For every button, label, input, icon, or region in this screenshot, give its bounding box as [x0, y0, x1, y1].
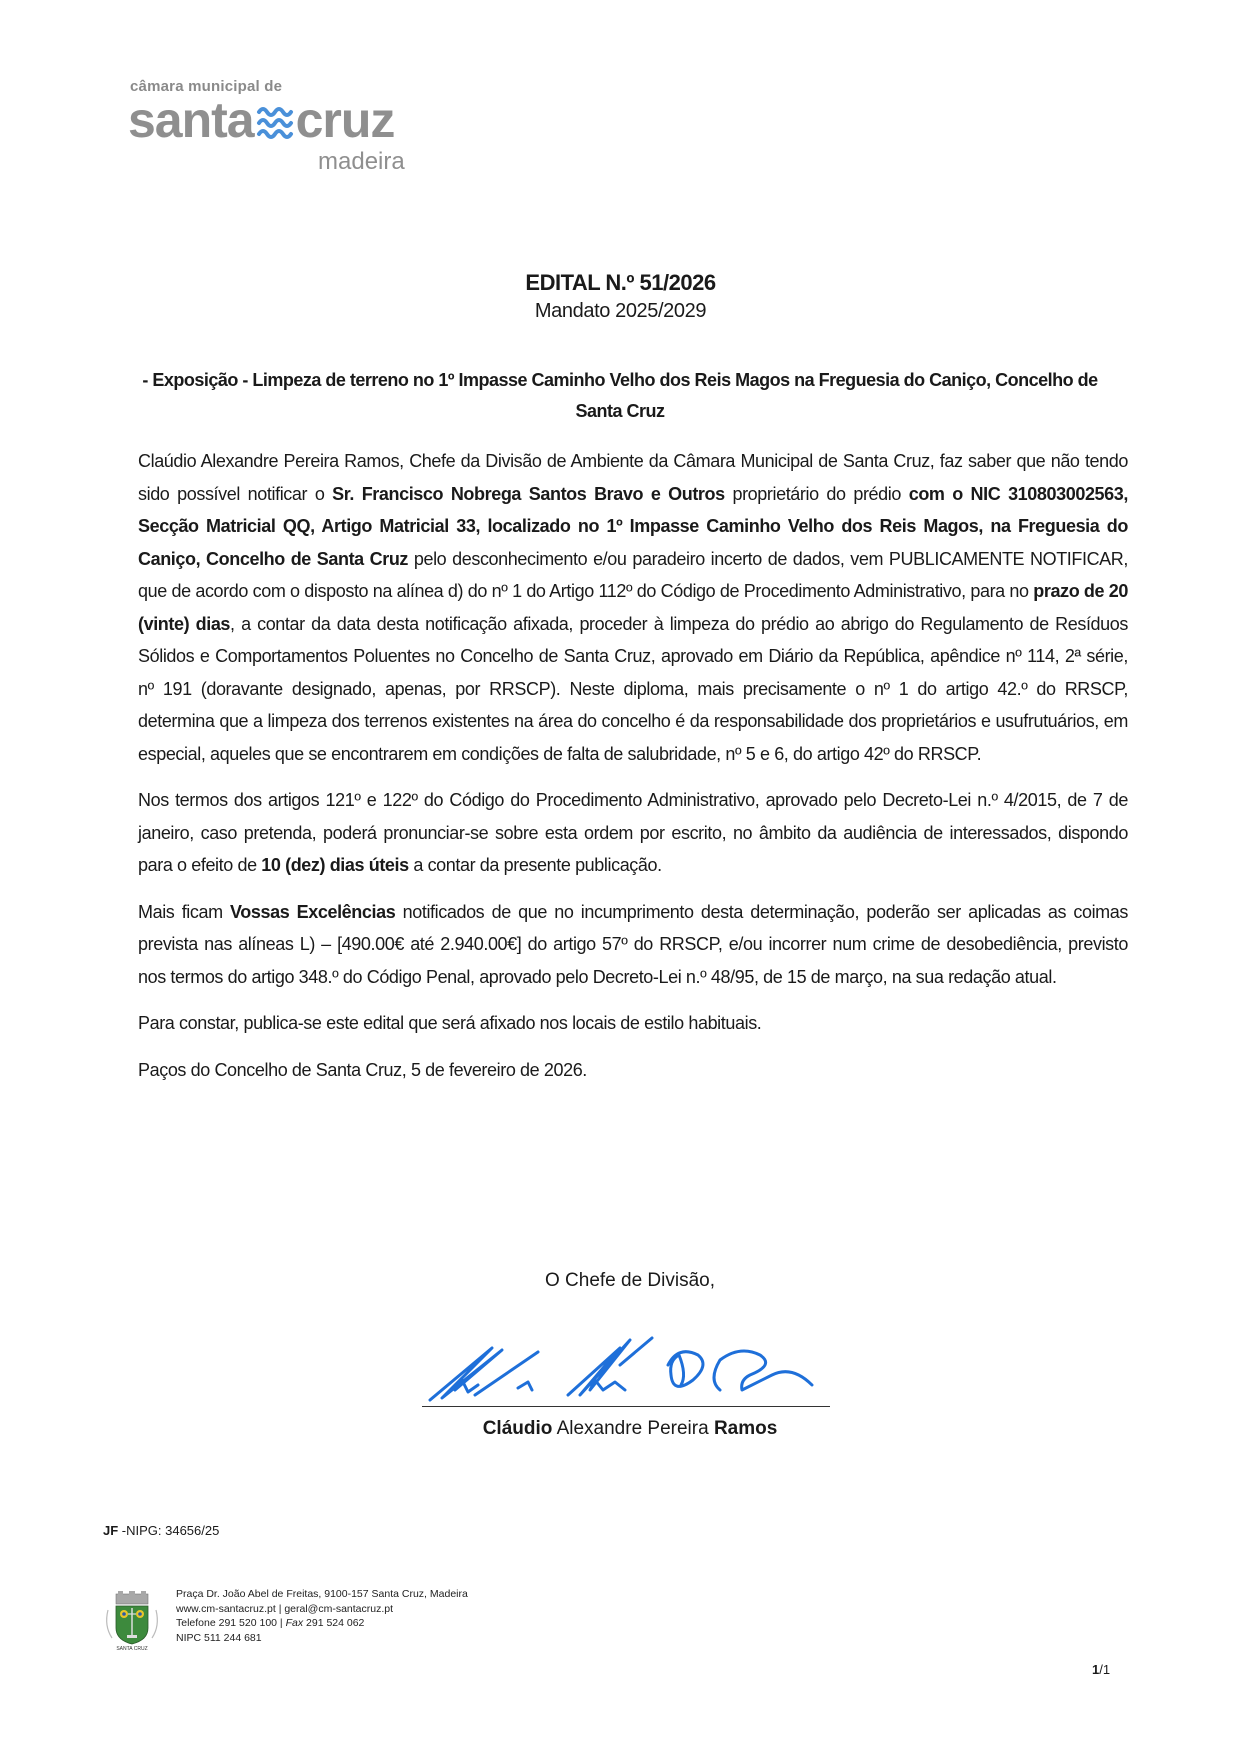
footer-address: Praça Dr. João Abel de Freitas, 9100-157 Santa Cruz, Madeira: [176, 1588, 468, 1600]
text-run: , a contar da data desta notificação afixada, proceder à limpeza do prédio ao abrigo do Regulamento de Resíduos Sólidos e Comportamentos Poluentes no Concelho de Santa Cruz, aprovado em Diário da República, apêndice nº 114, 2ª série, nº 191 (doravante designado, apenas, por RRSCP). Neste diploma, mais precisamente o nº 1 do artigo 42.º do RRSCP, determina que a limpeza dos terrenos existentes na área do concelho é da responsabilidade dos proprietários e usufrutuários, em especial, aqueles que se encontrarem em condições de falta de salubridade, nº 5 e 6, do artigo 42º do RRSCP.: [138, 613, 1128, 764]
text-run: pelo desconhecimento e/ou paradeiro incerto de dados, vem PUBLICAMENTE NOTIFICAR, que de acordo com o disposto na alínea d) do nº 1 do Artigo 112º do Código de Procedimento Administrativo, para no: [138, 548, 1128, 601]
logo-region-text: madeira: [318, 148, 405, 175]
bold-text-run: Vossas Excelências: [230, 901, 396, 922]
municipality-logo: [128, 78, 428, 178]
paragraph-publication: Para constar, publica-se este edital que será afixado nos locais de estilo habituais.: [138, 1013, 762, 1033]
footer-fax-label: Fax: [285, 1617, 304, 1629]
logo-main-text: [128, 92, 394, 148]
bold-text-run: prazo de 20 (vinte) dias: [138, 581, 1128, 634]
reference-nipg: -NIPG: 34656/25: [118, 1523, 220, 1538]
footer-fax-number: 291 524 062: [303, 1617, 365, 1629]
footer-contacts: [176, 1587, 468, 1645]
signatory-name: [420, 1418, 840, 1440]
reference-initials: JF: [103, 1523, 119, 1538]
bold-text-run: Sr. Francisco Nobrega Santos Bravo e Outros: [332, 483, 725, 504]
text-run: proprietário do prédio: [724, 483, 909, 504]
paragraph-hearing: [138, 784, 1128, 882]
text-run: notificados de que no incumprimento desta determinação, poderão ser aplicadas as coimas prevista nas alíneas L) – [490.00€ até 2.940.00€] do artigo 57º do RRSCP, e/ou incorrer num crime de desobediência, previsto nos termos do artigo 348.º do Código Penal, aprovado pelo Decreto-Lei n.º 48/95, de 15 de março, na sua redação atual.: [138, 901, 1128, 987]
text-run: Mais ficam: [138, 901, 231, 922]
handwritten-signature: [420, 1310, 840, 1410]
signatory-role: O Chefe de Divisão,: [544, 1270, 716, 1291]
text-run: Nos termos dos artigos 121º e 122º do Código do Procedimento Administrativo, aprovado pelo Decreto-Lei n.º 4/2015, de 7 de janeiro, caso pretenda, poderá pronunciar-se sobre esta ordem por escrito, no âmbito da audiência de interessados, dispondo para o efeito de: [138, 790, 1128, 875]
paragraph-penalties: [138, 896, 1128, 994]
document-subtitle: Mandato 2025/2029: [534, 300, 707, 322]
text-run: a contar da presente publicação.: [408, 855, 662, 875]
footer-web-email: www.cm-santacruz.pt | geral@cm-santacruz.pt: [176, 1602, 394, 1615]
footer-nipc: NIPC 511 244 681: [176, 1631, 262, 1644]
logo-main-left: santa: [128, 92, 254, 148]
signatory-middle-names: Alexandre Pereira: [552, 1418, 714, 1439]
document-title: EDITAL N.º 51/2026: [525, 270, 716, 295]
page-total: /1: [1099, 1662, 1111, 1677]
page-current: 1: [1092, 1662, 1100, 1677]
paragraph-date-place: Paços do Concelho de Santa Cruz, 5 de fevereiro de 2026.: [138, 1059, 587, 1080]
logo-main-right: cruz: [295, 92, 395, 148]
text-run: Claúdio Alexandre Pereira Ramos, Chefe da Divisão de Ambiente da Câmara Municipal de Santa Cruz, faz saber que não tendo sido possível notificar o: [138, 451, 1128, 504]
signatory-first-name: Cláudio: [482, 1418, 553, 1439]
bold-text-run: com o NIC 310803002563, Secção Matricial QQ, Artigo Matricial 33, localizado no 1º Impasse Caminho Velho dos Reis Magos, na Freguesia do Caniço, Concelho de Santa Cruz: [138, 483, 1128, 569]
signature-line: [422, 1406, 830, 1407]
crest-label: SANTA CRUZ: [116, 1646, 148, 1652]
paragraph-notification: [138, 445, 1128, 770]
document-body: [138, 445, 1128, 1100]
footer-phone-fax: [176, 1616, 468, 1631]
signatory-last-name: Ramos: [713, 1418, 778, 1439]
bold-text-run: 10 (dez) dias úteis: [261, 855, 409, 875]
logo-top-text: câmara municipal de: [130, 78, 283, 95]
coat-of-arms-icon: [102, 1590, 162, 1652]
document-reference: [103, 1523, 219, 1538]
waves-icon: [256, 103, 294, 143]
footer-phone: Telefone 291 520 100 |: [176, 1617, 286, 1629]
document-subject: - Exposição - Limpeza de terreno no 1º Impasse Caminho Velho dos Reis Magos na Freguesia do Caniço, Concelho de Santa Cruz: [142, 370, 1098, 421]
page-number: [1092, 1662, 1110, 1677]
